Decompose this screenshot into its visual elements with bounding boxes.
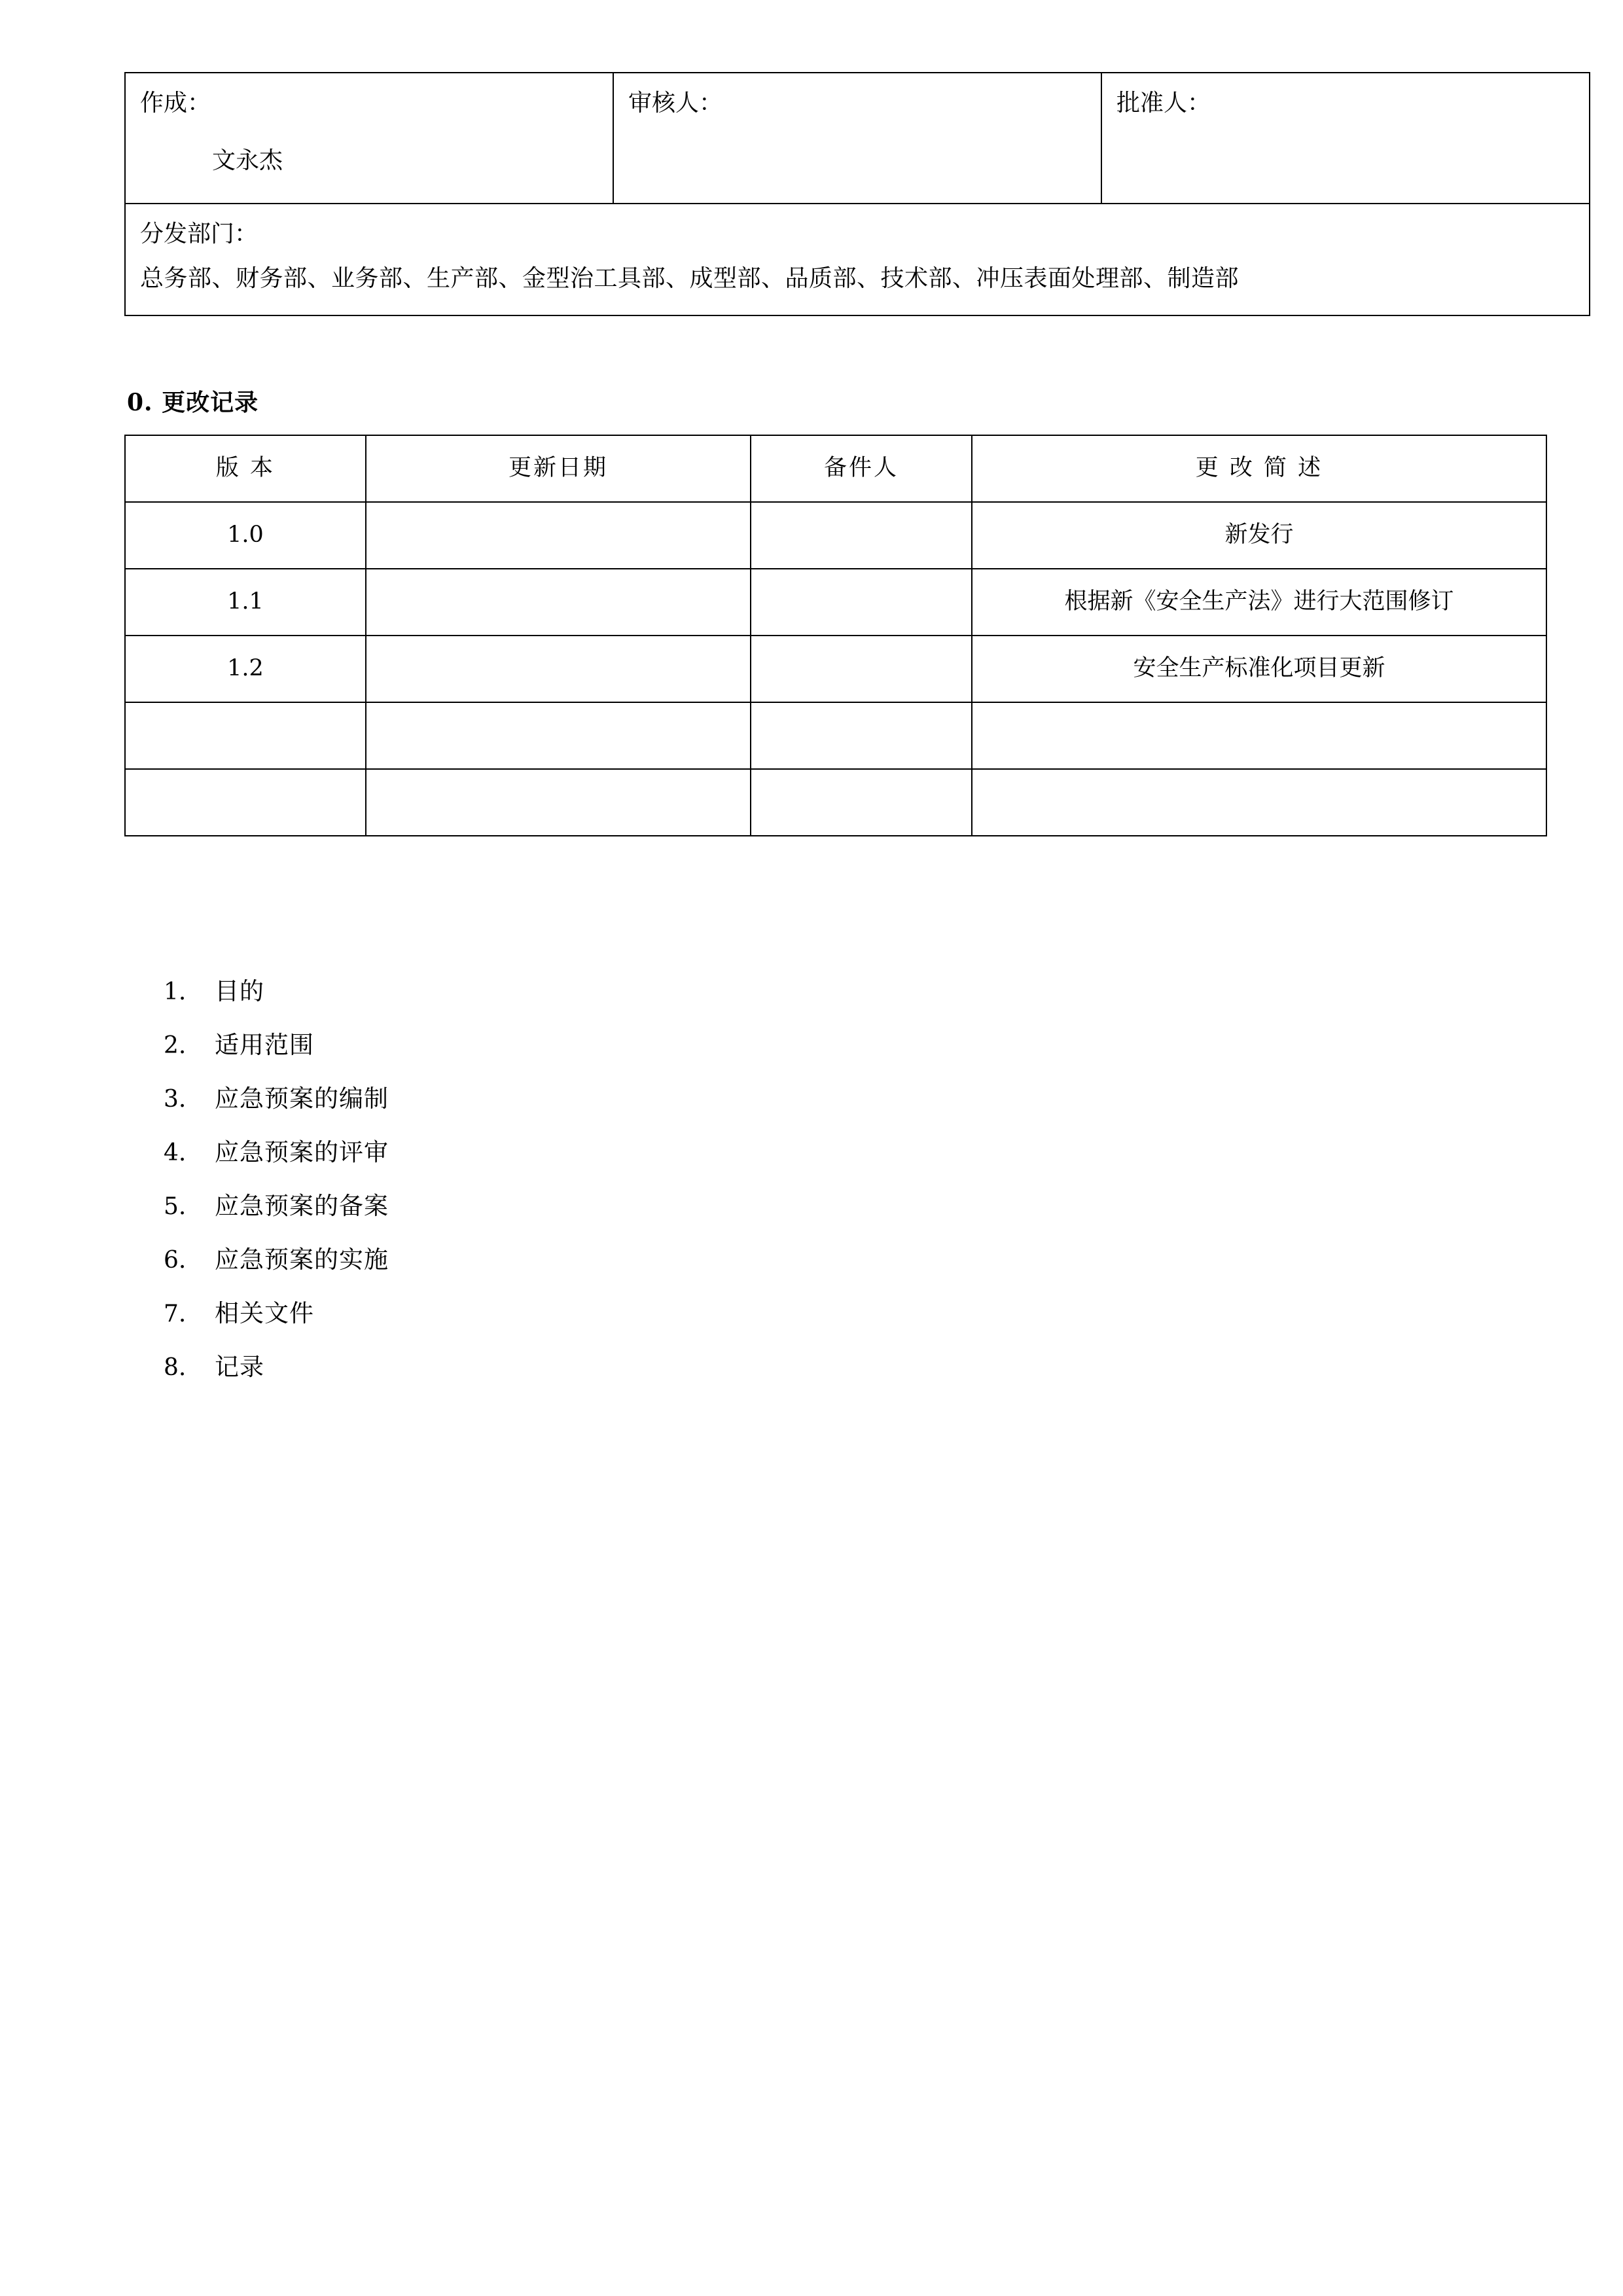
list-item: [164, 979, 1499, 1004]
outline-label: 应急预案的编制: [215, 1085, 389, 1113]
outline-label: 相关文件: [215, 1299, 314, 1328]
approver-cell: [1101, 73, 1590, 204]
list-item: [164, 1086, 1499, 1111]
list-item: [164, 1355, 1499, 1380]
cell-version: [125, 769, 366, 836]
outline-index: 6.: [164, 1247, 187, 1274]
table-row: [125, 502, 1546, 569]
reviewer-cell: [613, 73, 1101, 204]
outline-label: 应急预案的备案: [215, 1192, 389, 1221]
cell-owner: [751, 502, 972, 569]
outline-index: 5.: [164, 1193, 187, 1221]
outline-label: 记录: [215, 1353, 264, 1382]
cell-date: [366, 636, 751, 702]
signature-row: [125, 73, 1590, 204]
revision-col-owner: 备件人: [751, 435, 972, 502]
signature-table: [124, 72, 1590, 316]
reviewer-label: 审核人：: [628, 90, 723, 117]
outline-label: 应急预案的评审: [215, 1138, 389, 1167]
cell-version: [125, 702, 366, 769]
revision-section-number: 0.: [127, 389, 153, 417]
cell-desc: 新发行: [972, 502, 1546, 569]
table-row: [125, 636, 1546, 702]
document-outline: [124, 979, 1499, 1380]
cell-version: 1.2: [125, 636, 366, 702]
table-row: [125, 702, 1546, 769]
distribution-text: 总务部、财务部、业务部、生产部、金型治工具部、成型部、品质部、技术部、冲压表面处理部、制造部: [140, 264, 1240, 292]
author-value: 文永杰: [212, 147, 283, 174]
revision-table: [124, 435, 1547, 836]
cell-owner: [751, 769, 972, 836]
table-row: [125, 769, 1546, 836]
distribution-cell: [125, 204, 1590, 315]
cell-desc: 根据新《安全生产法》进行大范围修订: [972, 569, 1546, 636]
outline-label: 应急预案的实施: [215, 1246, 389, 1274]
cell-desc: [972, 769, 1546, 836]
outline-index: 2.: [164, 1032, 187, 1060]
cell-desc: 安全生产标准化项目更新: [972, 636, 1546, 702]
outline-index: 7.: [164, 1300, 187, 1328]
cell-date: [366, 502, 751, 569]
revision-section-title: 更改记录: [162, 389, 259, 417]
list-item: [164, 1247, 1499, 1272]
table-row: [125, 569, 1546, 636]
cell-version: 1.0: [125, 502, 366, 569]
revision-section-heading: [127, 384, 1499, 418]
outline-index: 1.: [164, 978, 187, 1006]
approver-label: 批准人：: [1116, 90, 1211, 117]
author-label: 作成：: [140, 90, 211, 117]
outline-label: 适用范围: [215, 1031, 314, 1060]
cell-version: 1.1: [125, 569, 366, 636]
distribution-label: 分发部门：: [140, 221, 259, 247]
outline-index: 8.: [164, 1354, 187, 1382]
cell-owner: [751, 569, 972, 636]
cell-date: [366, 769, 751, 836]
revision-col-version: 版 本: [125, 435, 366, 502]
revision-col-desc: 更 改 简 述: [972, 435, 1546, 502]
revision-header-row: [125, 435, 1546, 502]
cell-desc: [972, 702, 1546, 769]
list-item: [164, 1301, 1499, 1326]
revision-col-date: 更新日期: [366, 435, 751, 502]
list-item: [164, 1140, 1499, 1165]
cell-date: [366, 702, 751, 769]
cell-date: [366, 569, 751, 636]
list-item: [164, 1033, 1499, 1058]
outline-index: 3.: [164, 1086, 187, 1113]
distribution-row: [125, 204, 1590, 315]
cell-owner: [751, 702, 972, 769]
cell-owner: [751, 636, 972, 702]
outline-label: 目的: [215, 977, 264, 1006]
outline-index: 4.: [164, 1139, 187, 1167]
author-cell: [125, 73, 613, 204]
list-item: [164, 1194, 1499, 1219]
